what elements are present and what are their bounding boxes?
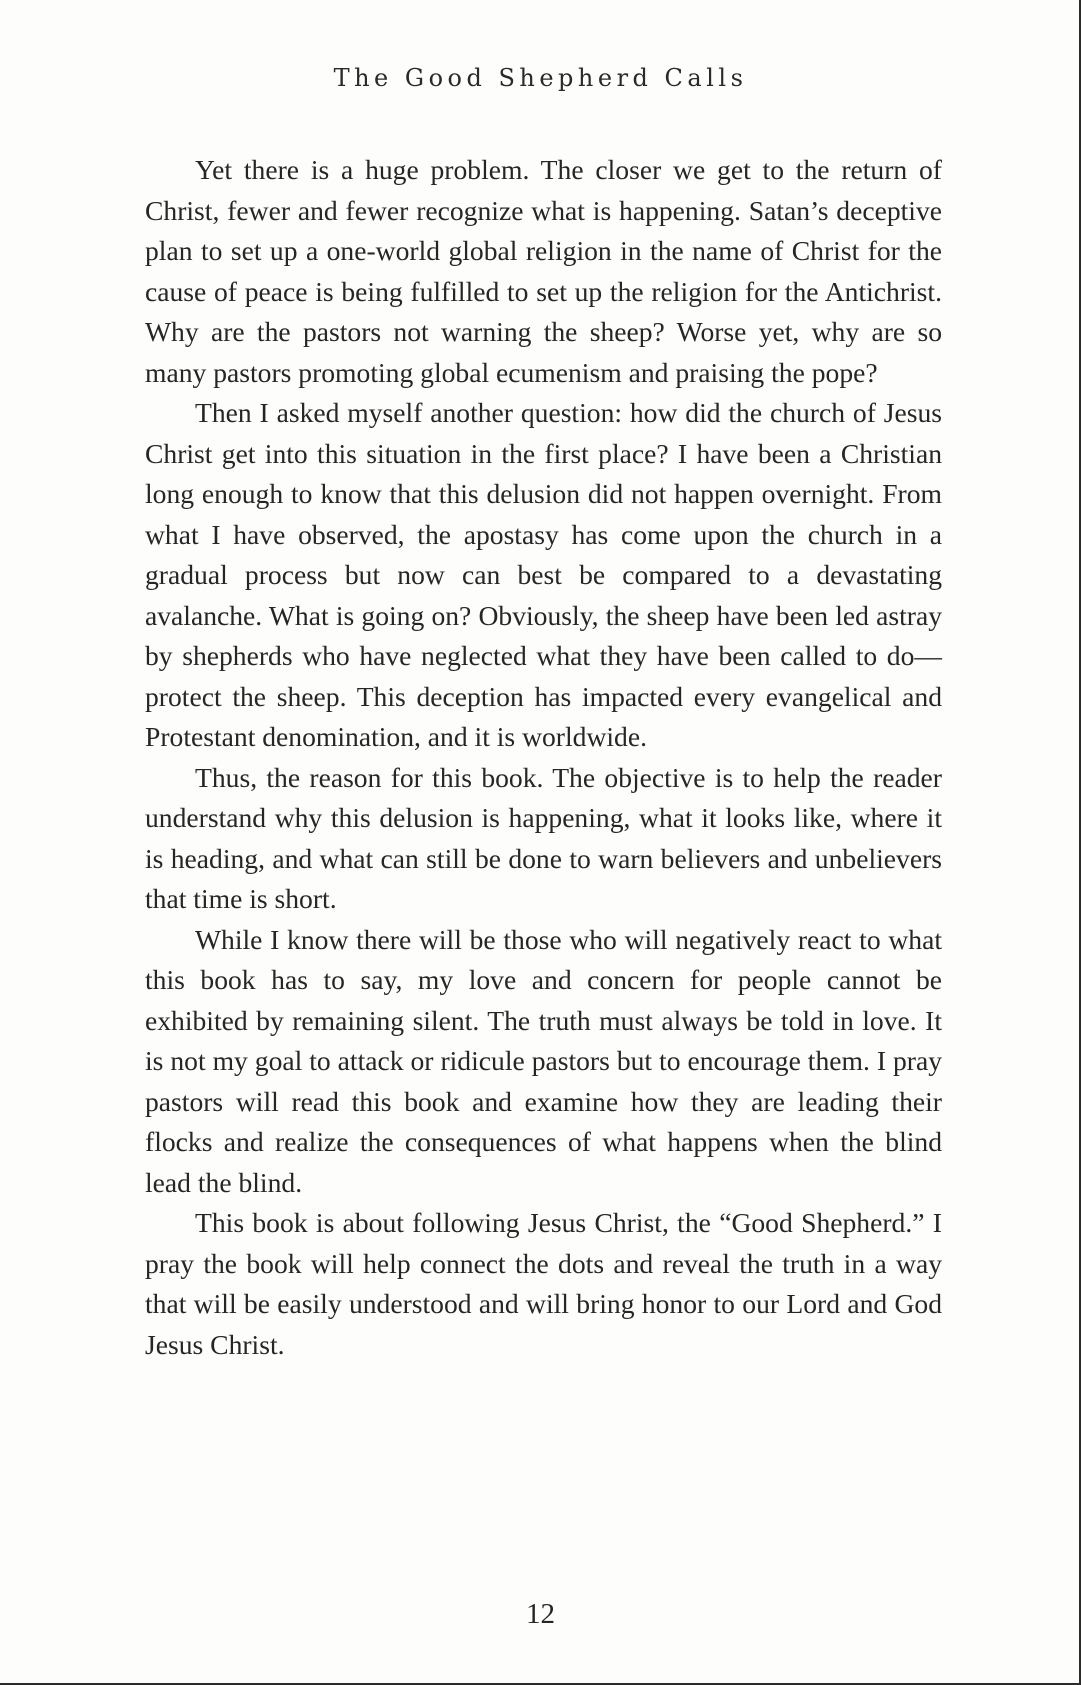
paragraph-4: While I know there will be those who will negatively react to what this book has to say, my love and concern for people cannot be exhibited by remaining silent. The truth must always be told in love. It is not my goal to attack or ridicule pastors but to encourage them. I pray pastors will read this book and examine how they are leading their flocks and realize the consequences of what happens when the blind lead the blind.	[145, 923, 942, 1198]
running-head-title: The Good Shepherd Calls	[333, 64, 748, 92]
paragraph-5: This book is about following Jesus Christ, the “Good Shepherd.” I pray the book will help connect the dots and reveal the truth in a way that will be easily understood and will bring honor to our Lord and God Jesus Christ.	[145, 1207, 942, 1360]
page-number: 12	[526, 1598, 555, 1630]
body-text	[145, 150, 942, 1365]
paragraph-1: Yet there is a huge problem. The closer we get to the return of Christ, fewer and fewer recognize what is happening. Satan’s deceptive plan to set up a one-world global religion in the name of Christ for the cause of peace is being fulfilled to set up the religion for the Antichrist. Why are the pastors not warning the sheep? Worse yet, why are so many pastors promoting global ecumenism and praising the pope?	[145, 154, 942, 388]
paragraph-2: Then I asked myself another question: how did the church of Jesus Christ get into this situation in the first place? I have been a Christian long enough to know that this delusion did not happen overnight. From what I have observed, the apostasy has come upon the church in a gradual process but now can best be compared to a devastating avalanche. What is going on? Obviously, the sheep have been led astray by shepherds who have neglected what they have been called to do—protect the sheep. This deception has impacted every evangelical and Protestant denomination, and it is worldwide.	[145, 397, 942, 752]
paragraph-3: Thus, the reason for this book. The objective is to help the reader understand why this delusion is happening, what it looks like, where it is heading, and what can still be done to warn believers and unbelievers that time is short.	[145, 761, 942, 914]
